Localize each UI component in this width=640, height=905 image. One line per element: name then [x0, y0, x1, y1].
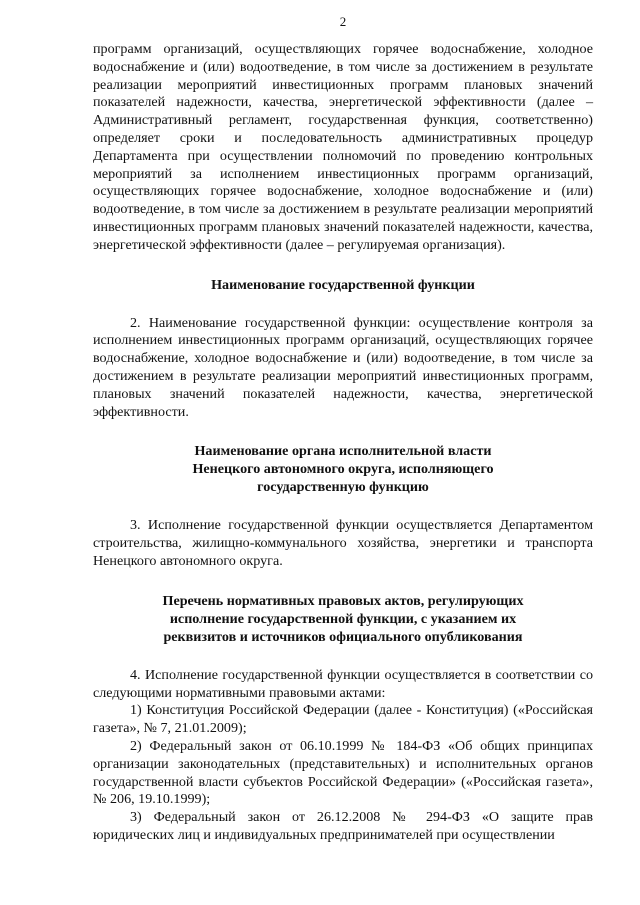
section-heading-legal-acts [93, 592, 593, 646]
section-heading-executive-body [93, 442, 593, 496]
spacer [93, 571, 593, 592]
list-item-constitution: 1) Конституция Российской Федерации (далее - Конституция) («Российская газета», № 7, 21.01.2009); [93, 702, 593, 737]
heading-line: Перечень нормативных правовых актов, регулирующих [162, 592, 524, 609]
page-number: 2 [339, 14, 347, 29]
spacer [93, 646, 593, 667]
intro-paragraph: программ организаций, осуществляющих горячее водоснабжение, холодное водоснабжение и (или) водоотведение, в том числе за достижением в результате реализации мероприятий инвестиционных программ плановых значений показателей надежности, качества, энергетической эффективности (далее – Административный регламент, государственная функция, соответственно) определяет сроки и последовательность административных процедур Департамента при осуществлении полномочий по проведению контрольных мероприятий за исполнением инвестиционных программ организаций, осуществляющих горячее водоснабжение, холодное водоснабжение и (или) водоотведение, в том числе за достижением в результате реализации мероприятий инвестиционных программ плановых значений показателей надежности, качества, энергетической эффективности (далее – регулируемая организация). [93, 41, 593, 253]
list-item-law-294: 3) Федеральный закон от 26.12.2008 № 294-ФЗ «О защите прав юридических лиц и индивидуальных предпринимателей при осуществлении [93, 809, 593, 843]
paragraph-2: 2. Наименование государственной функции: осуществление контроля за исполнением инвестиционных программ организаций, осуществляющих горячее водоснабжение, холодное водоснабжение и (или) водоотведение, в том числе за достижением в результате реализации мероприятий инвестиционных программ, плановых значений показателей надежности, качества, энергетической эффективности. [93, 314, 593, 420]
heading-line: реквизитов и источников официального опубликования [163, 628, 523, 645]
paragraph-4: 4. Исполнение государственной функции осуществляется в соответствии со следующими нормативными правовыми актами: [93, 666, 593, 701]
section-heading-function-name: Наименование государственной функции [211, 276, 475, 293]
spacer [93, 496, 593, 517]
heading-line: исполнение государственной функции, с указанием их [169, 610, 517, 627]
document-page [93, 14, 593, 845]
paragraph-3: 3. Исполнение государственной функции осуществляется Департаментом строительства, жилищно-коммунального хозяйства, энергетики и транспорта Ненецкого автономного округа. [93, 517, 593, 569]
spacer [93, 255, 593, 276]
spacer [93, 294, 593, 315]
list-item-law-184: 2) Федеральный закон от 06.10.1999 № 184-ФЗ «Об общих принципах организации законодательных (представительных) и исполнительных органов государственной власти субъектов Российской Федерации» («Российская газета», № 206, 19.10.1999); [93, 737, 593, 808]
heading-line: Наименование органа исполнительной власти [194, 443, 492, 460]
heading-line: Ненецкого автономного округа, исполняющего [192, 461, 494, 478]
heading-line: государственную функцию [257, 479, 429, 496]
spacer [93, 421, 593, 442]
